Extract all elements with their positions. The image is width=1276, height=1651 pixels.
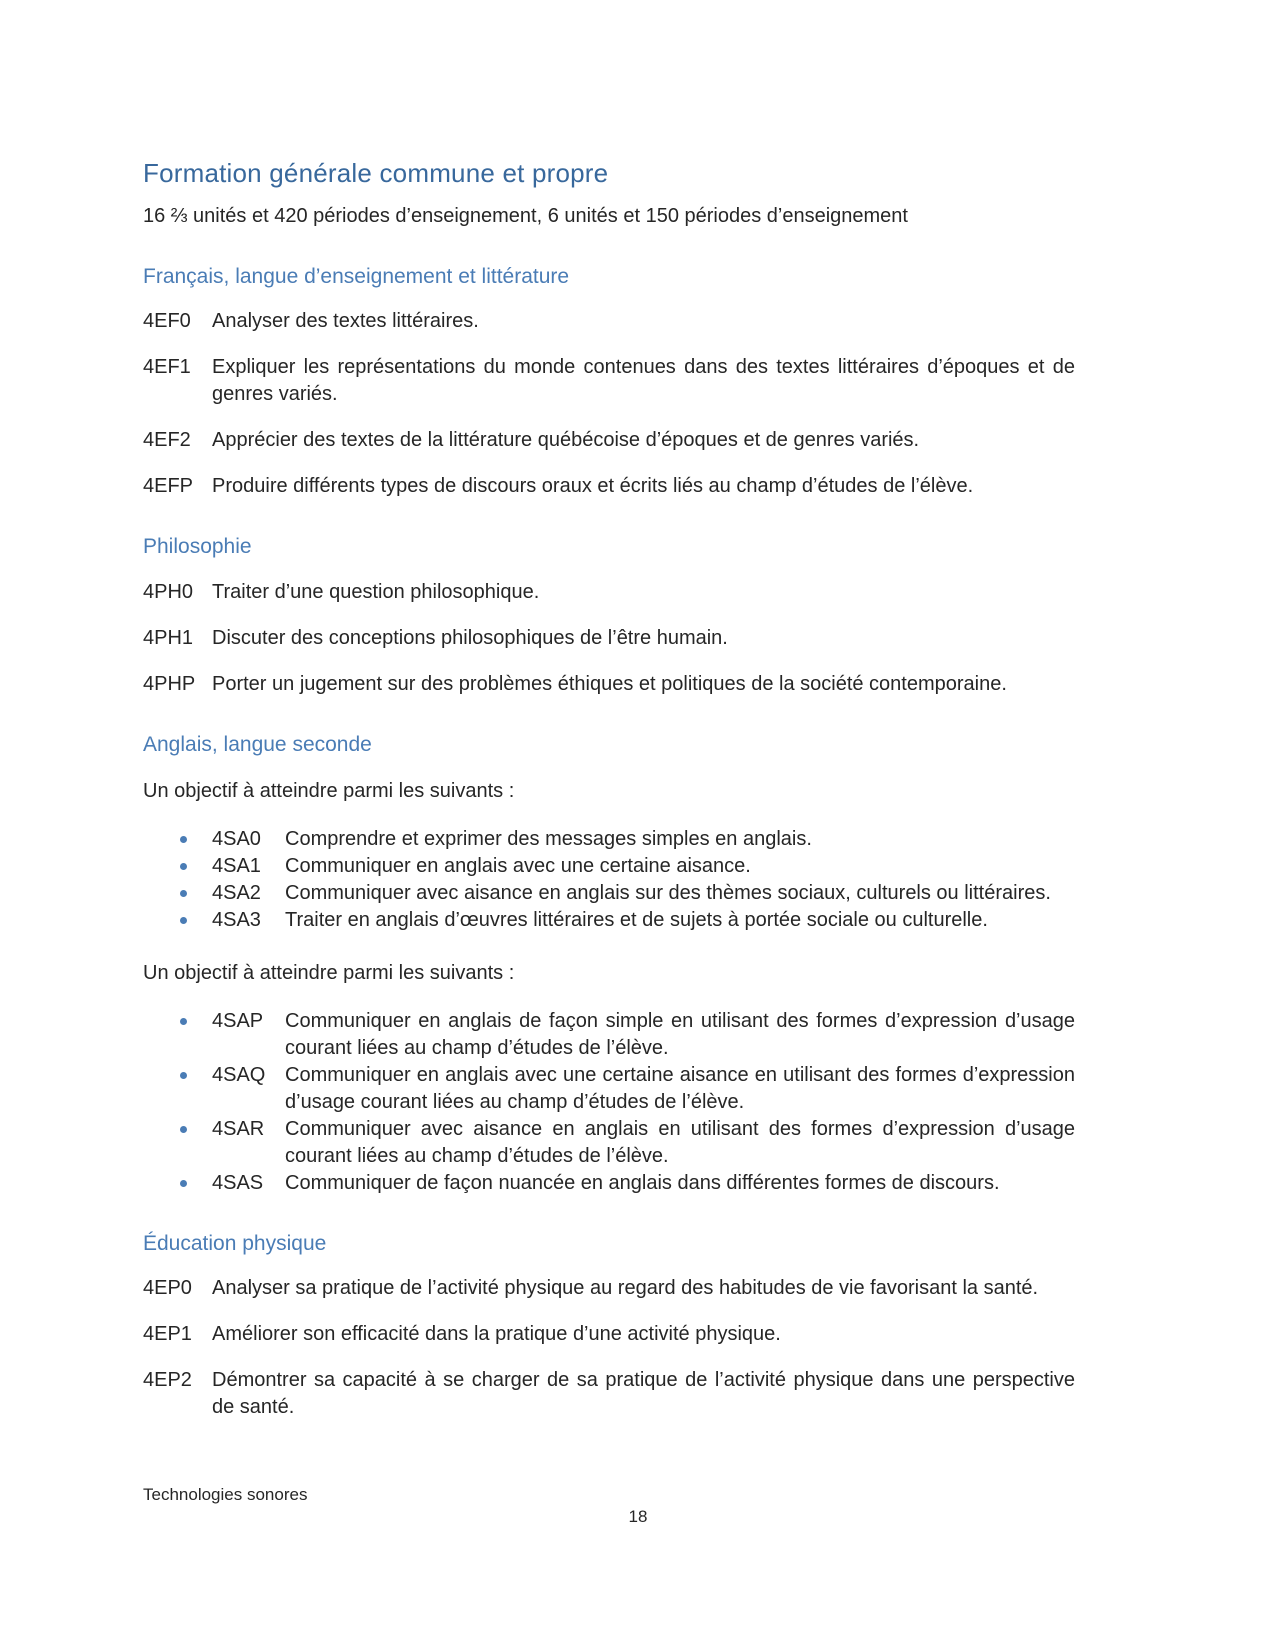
bullet-icon — [180, 1062, 212, 1116]
objective-text: Produire différents types de discours oraux et écrits liés au champ d’études de l’élève. — [212, 475, 974, 498]
objective-code: 4PHP — [143, 672, 196, 695]
objective-text: Porter un jugement sur des problèmes éthiques et politiques de la société contemporaine. — [212, 672, 1007, 695]
objective-code: 4EP0 — [143, 1277, 192, 1300]
objective-item — [143, 625, 1075, 652]
objective-text: Communiquer avec aisance en anglais en utilisant des formes d’expression d’usage courant liées au champ d’études de l’élève. — [285, 1118, 1075, 1168]
objective-text: Traiter d’une question philosophique. — [212, 580, 540, 603]
objective-item — [143, 427, 1075, 454]
objective-text: Communiquer de façon nuancée en anglais dans différentes formes de discours. — [285, 1172, 1000, 1195]
objective-text: Démontrer sa capacité à se charger de sa pratique de l’activité physique dans une perspective de santé. — [212, 1369, 1075, 1419]
section-heading-anglais: Anglais, langue seconde — [143, 732, 372, 756]
bullet-list-item — [143, 1170, 1075, 1197]
objective-text: Communiquer en anglais de façon simple en utilisant des formes d’expression d’usage courant liées au champ d’études de l’élève. — [285, 1010, 1075, 1060]
objective-text: Améliorer son efficacité dans la pratique d’une activité physique. — [212, 1323, 781, 1346]
section-francais — [143, 263, 1075, 500]
objective-code: 4SAR — [212, 1118, 265, 1141]
page-title: Formation générale commune et propre — [143, 158, 609, 188]
objective-code: 4SA0 — [212, 828, 261, 851]
objective-code: 4SAQ — [212, 1064, 266, 1087]
objective-text: Comprendre et exprimer des messages simples en anglais. — [285, 828, 812, 851]
footer-text: Technologies sonores — [143, 1485, 308, 1504]
bullet-list-item — [143, 907, 1075, 934]
bullet-list-item — [143, 1008, 1075, 1062]
objective-code: 4PH1 — [143, 626, 194, 649]
objective-text: Communiquer avec aisance en anglais sur des thèmes sociaux, culturels ou littéraires. — [285, 882, 1051, 905]
bullet-list — [143, 1008, 1075, 1197]
bullet-list-item — [143, 1062, 1075, 1116]
bullet-icon — [180, 826, 212, 853]
page-subtitle: 16 ⅔ unités et 420 périodes d’enseignement, 6 unités et 150 périodes d’enseignement — [143, 205, 908, 228]
bullet-icon — [180, 1008, 212, 1062]
bullet-list-item — [143, 826, 1075, 853]
objective-item — [143, 1321, 1075, 1348]
objective-text: Communiquer en anglais avec une certaine aisance en utilisant des formes d’expression d’usage courant liées au champ d’études de l’élève. — [285, 1064, 1075, 1114]
objectives-intro: Un objectif à atteindre parmi les suivants : — [143, 962, 515, 985]
objective-text: Expliquer les représentations du monde contenues dans des textes littéraires d’époques et de genres variés. — [212, 356, 1075, 406]
objective-code: 4EF2 — [143, 429, 191, 452]
objective-item — [143, 1367, 1075, 1421]
bullet-icon — [180, 907, 212, 934]
objective-code: 4EP1 — [143, 1323, 192, 1346]
section-philosophie — [143, 533, 1075, 697]
bullet-icon — [180, 1116, 212, 1170]
bullet-list — [143, 826, 1075, 934]
objective-item — [143, 579, 1075, 606]
section-heading-education-physique: Éducation physique — [143, 1232, 327, 1256]
objective-item — [143, 1275, 1075, 1302]
bullet-icon — [180, 1170, 212, 1197]
objective-code: 4SAS — [212, 1172, 264, 1195]
objective-text: Analyser sa pratique de l’activité physique au regard des habitudes de vie favorisant la santé. — [212, 1277, 1039, 1300]
objective-code: 4EF0 — [143, 310, 191, 333]
objective-paragraph — [143, 671, 1075, 698]
objective-text: Apprécier des textes de la littérature québécoise d’époques et de genres variés. — [212, 429, 920, 452]
section-anglais — [143, 731, 1075, 1197]
objective-code: 4PH0 — [143, 580, 194, 603]
objective-code: 4SA1 — [212, 855, 261, 878]
bullet-list-item — [143, 880, 1075, 907]
objective-code: 4SA3 — [212, 909, 261, 932]
bullet-list-item — [143, 1116, 1075, 1170]
objective-item — [143, 308, 1075, 335]
bullet-icon — [180, 880, 212, 907]
objective-text: Communiquer en anglais avec une certaine aisance. — [285, 855, 751, 878]
objective-code: 4SA2 — [212, 882, 261, 905]
objective-text: Discuter des conceptions philosophiques de l’être humain. — [212, 626, 728, 649]
objective-item — [143, 473, 1075, 500]
page-content — [143, 156, 1075, 1440]
objective-code: 4SAP — [212, 1010, 264, 1033]
objectives-intro: Un objectif à atteindre parmi les suivants : — [143, 780, 515, 803]
section-heading-philosophie: Philosophie — [143, 535, 252, 559]
objective-code: 4EFP — [143, 475, 194, 498]
objective-item — [143, 354, 1075, 408]
bullet-icon — [180, 853, 212, 880]
objective-text: Traiter en anglais d’œuvres littéraires et de sujets à portée sociale ou culturelle. — [285, 909, 988, 932]
objective-code: 4EP2 — [143, 1369, 192, 1392]
objective-code: 4EF1 — [143, 356, 191, 379]
section-education-physique — [143, 1230, 1075, 1421]
bullet-list-item — [143, 853, 1075, 880]
page-number: 18 — [628, 1507, 648, 1526]
section-heading-francais: Français, langue d’enseignement et littérature — [143, 265, 570, 289]
objective-text: Analyser des textes littéraires. — [212, 310, 479, 333]
